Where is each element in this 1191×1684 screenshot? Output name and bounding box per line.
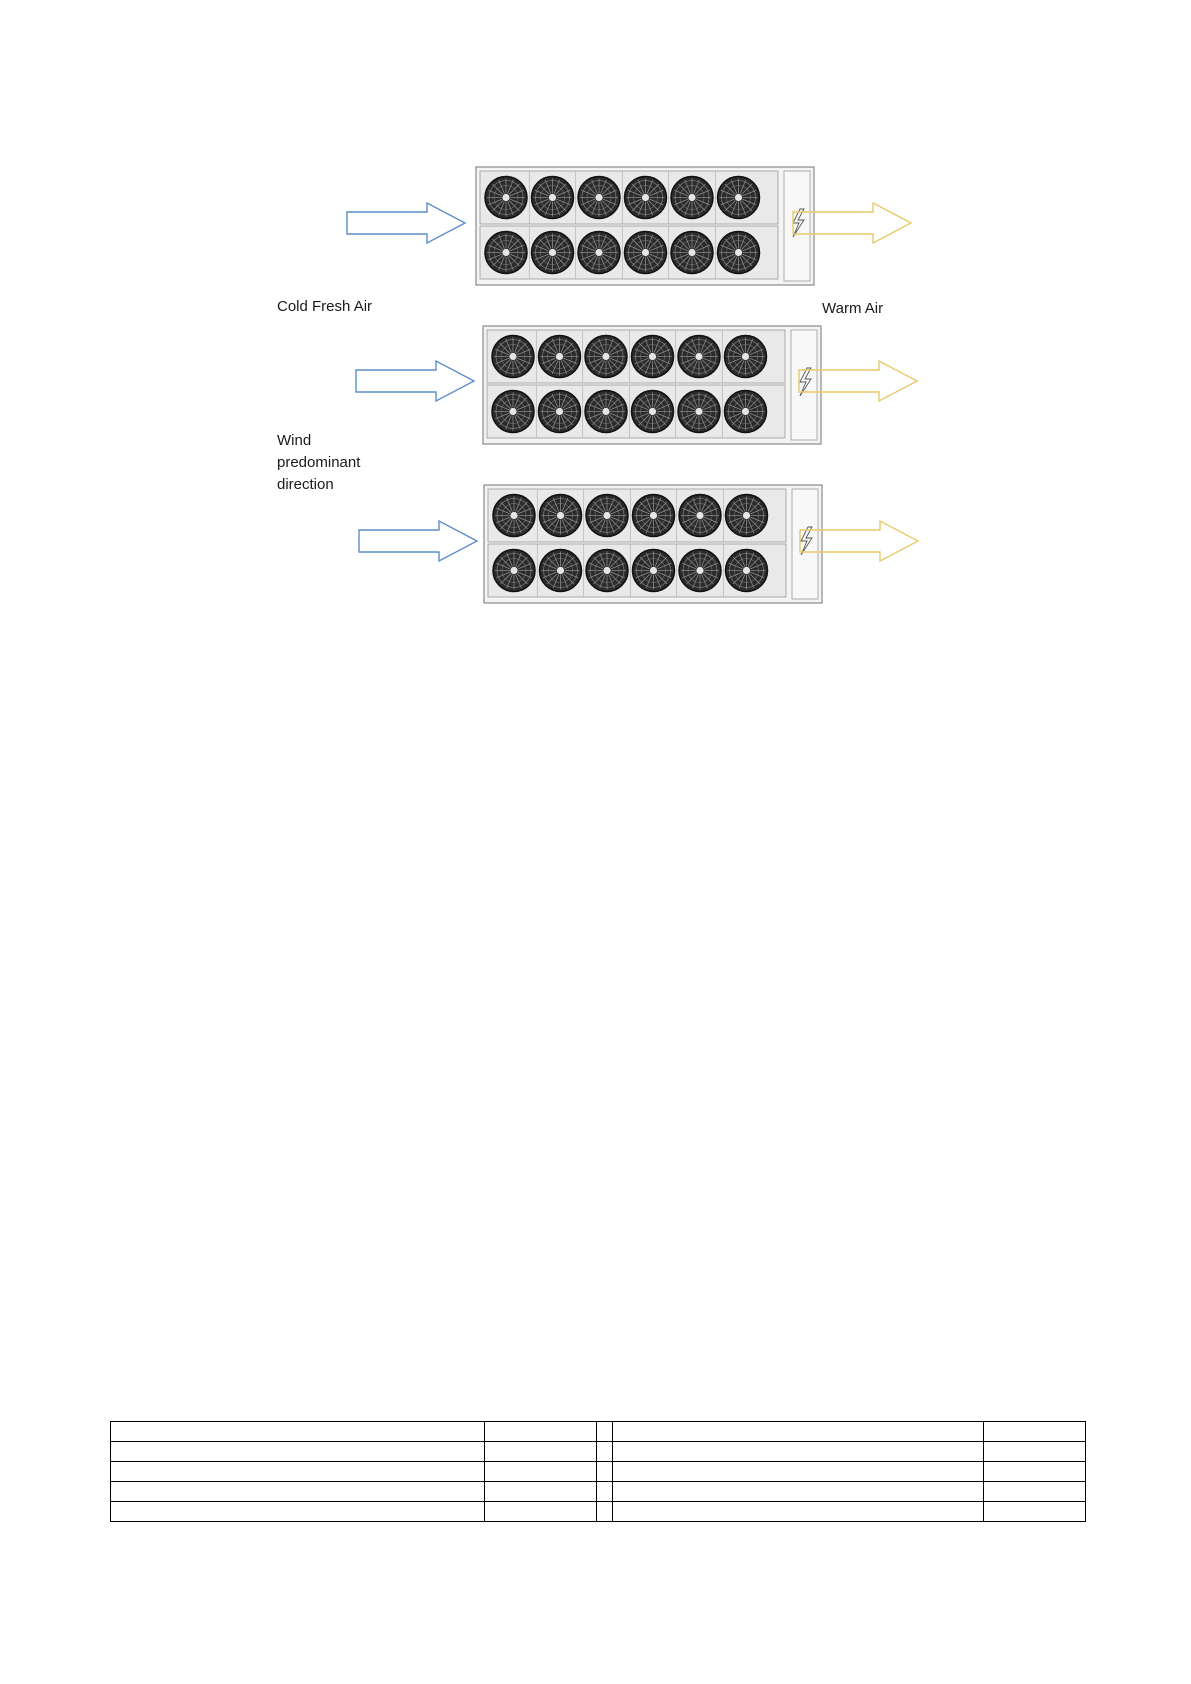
fan-icon — [539, 391, 581, 433]
fan-icon — [679, 495, 721, 537]
fan-icon — [485, 177, 527, 219]
fan-icon — [726, 495, 768, 537]
fan-icon — [726, 550, 768, 592]
cold-air-arrow-icon — [347, 203, 465, 243]
table-cell — [111, 1442, 485, 1462]
fan-icon — [586, 550, 628, 592]
fan-icon — [678, 391, 720, 433]
fan-icon — [625, 177, 667, 219]
cooler-unit — [484, 485, 822, 603]
dry-cooler-layout-diagram — [0, 0, 1191, 700]
table-cell — [984, 1462, 1086, 1482]
table-cell — [111, 1502, 485, 1522]
warm-air-label: Warm Air — [822, 300, 884, 317]
table-cell — [485, 1442, 597, 1462]
fan-icon — [633, 550, 675, 592]
table-cell — [613, 1462, 984, 1482]
footer-table — [110, 1421, 1086, 1522]
fan-icon — [718, 232, 760, 274]
fan-icon — [492, 336, 534, 378]
fan-icon — [540, 550, 582, 592]
fan-icon — [725, 336, 767, 378]
fan-icon — [725, 391, 767, 433]
electrical-panel — [791, 330, 817, 440]
cooler-unit — [483, 326, 821, 444]
table-cell — [597, 1482, 613, 1502]
table-cell — [613, 1442, 984, 1462]
cold-air-arrow-icon — [359, 521, 477, 561]
fan-icon — [578, 232, 620, 274]
table-cell — [613, 1422, 984, 1442]
fan-icon — [671, 232, 713, 274]
table-cell — [597, 1442, 613, 1462]
fan-icon — [671, 177, 713, 219]
table-cell — [984, 1442, 1086, 1462]
table-cell — [613, 1502, 984, 1522]
electrical-panel — [784, 171, 810, 281]
fan-icon — [625, 232, 667, 274]
fan-icon — [578, 177, 620, 219]
wind-label-line: Wind — [277, 432, 312, 449]
table-cell — [984, 1422, 1086, 1442]
fan-icon — [492, 391, 534, 433]
fan-icon — [532, 177, 574, 219]
table-cell — [485, 1482, 597, 1502]
fan-icon — [679, 550, 721, 592]
fan-icon — [485, 232, 527, 274]
cold-air-arrow-icon — [356, 361, 474, 401]
table-cell — [111, 1482, 485, 1502]
fan-icon — [585, 391, 627, 433]
fan-icon — [718, 177, 760, 219]
fan-icon — [493, 550, 535, 592]
table-row — [111, 1482, 1086, 1502]
fan-icon — [540, 495, 582, 537]
cold-fresh-air-label: Cold Fresh Air — [277, 298, 373, 315]
fan-icon — [532, 232, 574, 274]
table-cell — [613, 1482, 984, 1502]
fan-icon — [585, 336, 627, 378]
table-cell — [111, 1462, 485, 1482]
fan-icon — [493, 495, 535, 537]
fan-icon — [633, 495, 675, 537]
wind-label-line: direction — [277, 476, 334, 493]
wind-direction-label — [277, 430, 397, 496]
table-cell — [597, 1502, 613, 1522]
table-row — [111, 1442, 1086, 1462]
wind-label-line: predominant — [277, 454, 361, 471]
table-row — [111, 1502, 1086, 1522]
cooler-unit — [476, 167, 814, 285]
table-cell — [111, 1422, 485, 1442]
fan-icon — [632, 391, 674, 433]
fan-icon — [586, 495, 628, 537]
fan-icon — [539, 336, 581, 378]
table-cell — [597, 1462, 613, 1482]
table-cell — [485, 1462, 597, 1482]
table-cell — [984, 1502, 1086, 1522]
fan-icon — [678, 336, 720, 378]
table-row — [111, 1462, 1086, 1482]
table-row — [111, 1422, 1086, 1442]
table-cell — [485, 1422, 597, 1442]
table-cell — [984, 1482, 1086, 1502]
electrical-panel — [792, 489, 818, 599]
table-cell — [597, 1422, 613, 1442]
table-cell — [485, 1502, 597, 1522]
fan-icon — [632, 336, 674, 378]
